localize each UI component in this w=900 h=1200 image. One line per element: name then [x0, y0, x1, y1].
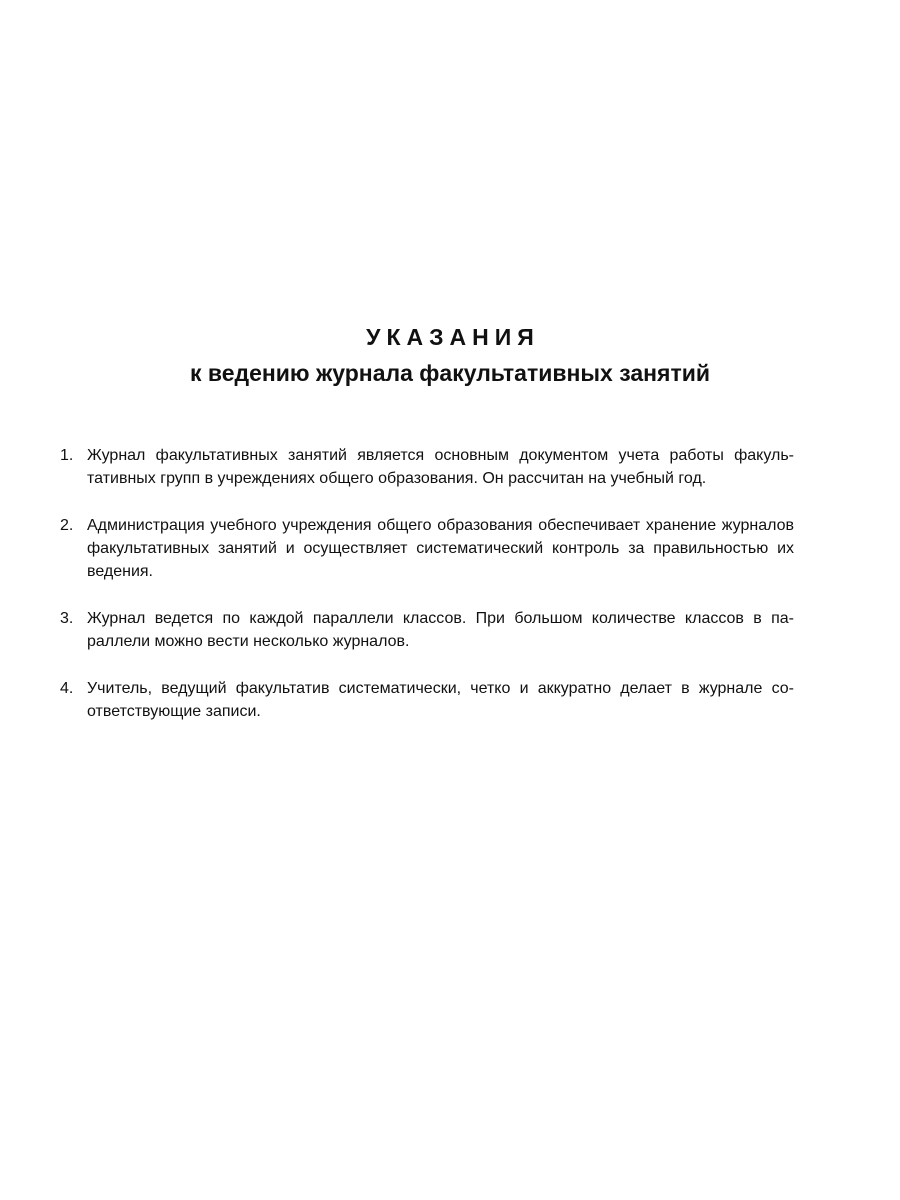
- item-text: Учитель, ведущий факультатив систематически, четко и аккуратно делает в журнале соответствующие записи.: [87, 680, 794, 720]
- item-number: 1.: [60, 447, 74, 464]
- page-subtitle: к ведению журнала факультативных занятий: [189, 360, 711, 386]
- list-item: [60, 677, 794, 723]
- page-title: УКАЗАНИЯ: [366, 324, 540, 350]
- item-text: Журнал факультативных занятий является основным документом учета работы факультативных групп в учреждениях общего образования. Он рассчитан на учебный год.: [87, 447, 794, 487]
- instructions-list: [60, 444, 794, 747]
- item-text: Журнал ведется по каждой параллели классов. При большом количестве классов в параллели можно вести несколько журналов.: [87, 610, 794, 650]
- item-text: Администрация учебного учреждения общего образования обеспечивает хранение журналов факультативных занятий и осуществляет систематический контроль за правильностью их ведения.: [87, 517, 794, 580]
- list-item: [60, 607, 794, 653]
- heading-block: [0, 322, 900, 388]
- item-number: 4.: [60, 680, 74, 697]
- list-item: [60, 444, 794, 490]
- list-item: [60, 514, 794, 583]
- item-number: 2.: [60, 517, 74, 534]
- item-number: 3.: [60, 610, 74, 627]
